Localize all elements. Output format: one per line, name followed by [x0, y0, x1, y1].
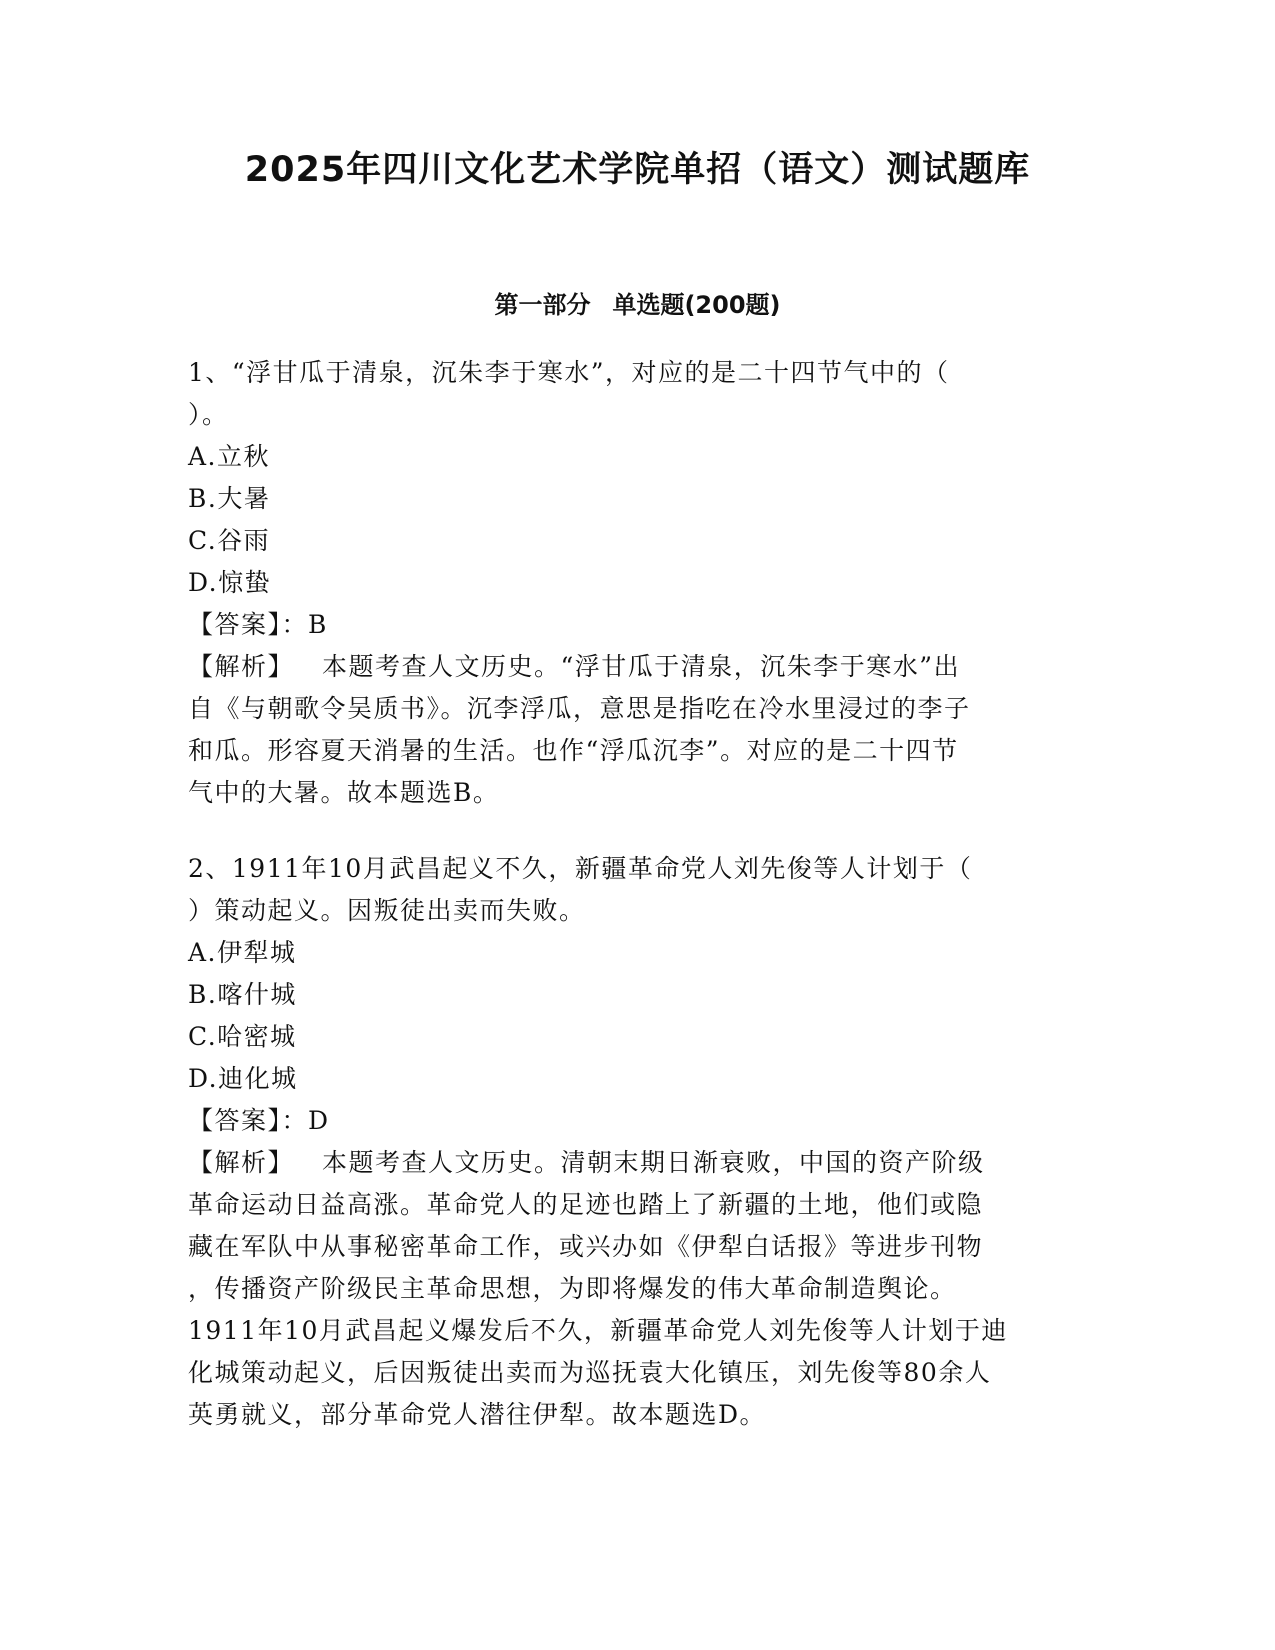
- option-d: D.惊蛰: [188, 568, 272, 597]
- analysis-line: 化城策动起义，后因叛徒出卖而为巡抚袁大化镇压，刘先俊等80余人: [188, 1358, 992, 1387]
- section-heading: [0, 288, 1275, 322]
- analysis-label: 【解析】: [188, 1148, 295, 1177]
- option-b: B.喀什城: [188, 980, 297, 1009]
- analysis-first-line: [188, 1142, 1088, 1184]
- analysis-line: 自《与朝歌令吴质书》。沉李浮瓜，意思是指吃在冷水里浸过的李子: [188, 694, 971, 723]
- option-c: C.谷雨: [188, 526, 271, 555]
- analysis-text: 本题考查人文历史。清朝末期日渐衰败，中国的资产阶级: [322, 1148, 985, 1177]
- analysis-line: 1911年10月武昌起义爆发后不久，新疆革命党人刘先俊等人计划于迪: [188, 1316, 1008, 1345]
- option-a: A.立秋: [188, 442, 271, 471]
- document-title: 2025年四川文化艺术学院单招（语文）测试题库: [244, 150, 1031, 190]
- analysis-text: 本题考查人文历史。“浮甘瓜于清泉，沉朱李于寒水”出: [322, 652, 961, 681]
- answer-line: 【答案】：D: [188, 1106, 330, 1135]
- question-stem-line: 2、1911年10月武昌起义不久，新疆革命党人刘先俊等人计划于（: [188, 854, 973, 883]
- option-b: B.大暑: [188, 484, 271, 513]
- question-stem-line: ）。: [188, 400, 229, 429]
- analysis-line: 藏在军队中从事秘密革命工作，或兴办如《伊犁白话报》等进步刊物: [188, 1232, 984, 1261]
- answer-line: 【答案】：B: [188, 610, 328, 639]
- analysis-line: ，传播资产阶级民主革命思想，为即将爆发的伟大革命制造舆论。: [188, 1274, 957, 1303]
- section-name: 单选题(200题): [612, 291, 781, 319]
- option-d: D.迪化城: [188, 1064, 298, 1093]
- question-stem-line: 1、“浮甘瓜于清泉，沉朱李于寒水”，对应的是二十四节气中的（: [188, 358, 950, 387]
- analysis-label: 【解析】: [188, 652, 295, 681]
- option-c: C.哈密城: [188, 1022, 297, 1051]
- option-a: A.伊犁城: [188, 938, 297, 967]
- analysis-line: 和瓜。形容夏天消暑的生活。也作“浮瓜沉李”。对应的是二十四节: [188, 736, 959, 765]
- question-1: [188, 352, 1088, 814]
- section-part: 第一部分: [494, 291, 591, 319]
- analysis-line: 气中的大暑。故本题选B。: [188, 778, 500, 807]
- analysis-line: 革命运动日益高涨。革命党人的足迹也踏上了新疆的土地，他们或隐: [188, 1190, 984, 1219]
- analysis-line: 英勇就义，部分革命党人潜往伊犁。故本题选D。: [188, 1400, 767, 1429]
- analysis-first-line: [188, 646, 1088, 688]
- question-stem-line: ）策动起义。因叛徒出卖而失败。: [188, 896, 586, 925]
- question-2: [188, 848, 1088, 1436]
